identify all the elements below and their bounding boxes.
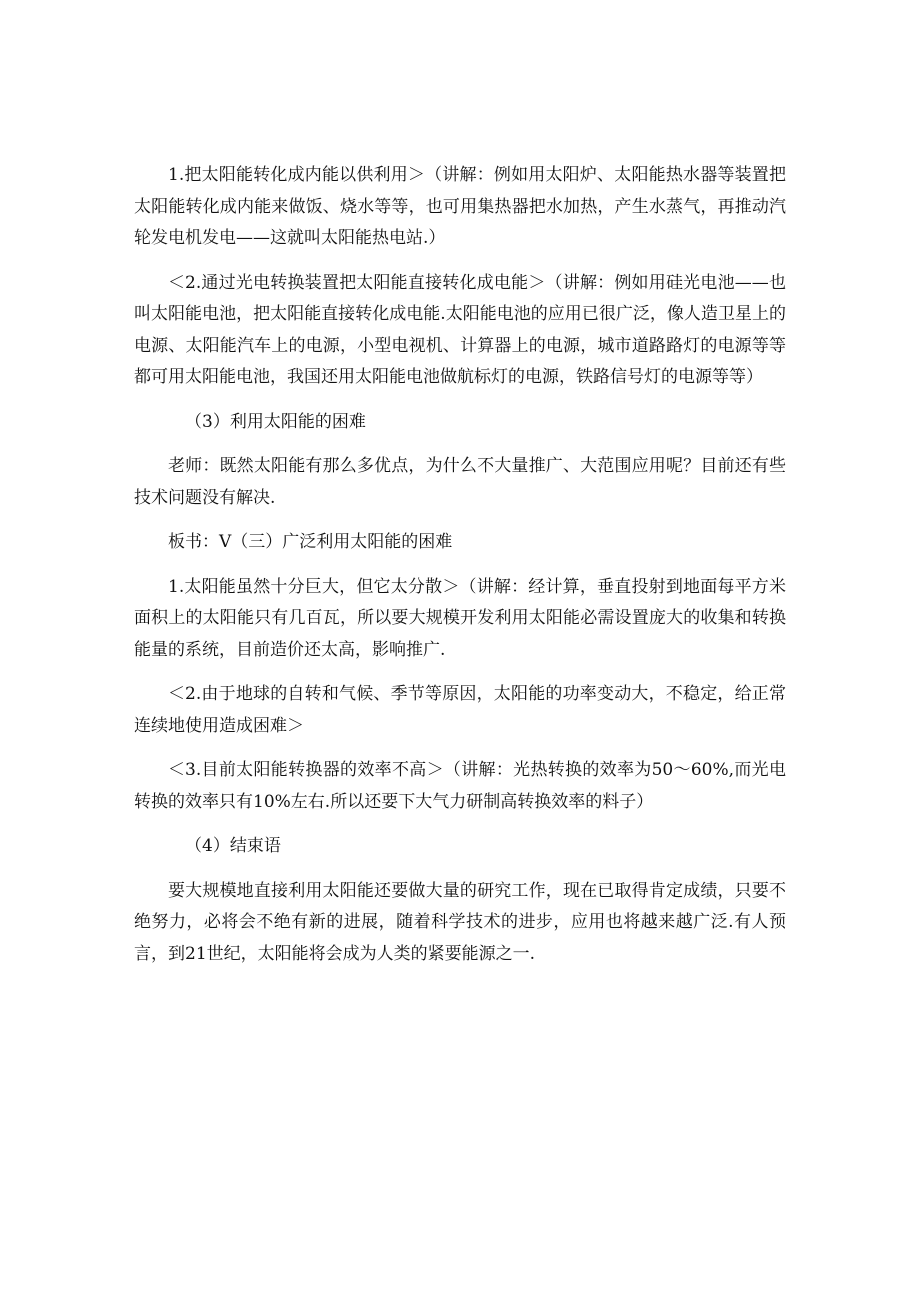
paragraph-photoelectric: ＜2.通过光电转换装置把太阳能直接转化成电能＞（讲解：例如用硅光电池——也叫太阳能电池，把太阳能直接转化成电能.太阳能电池的应用已很广泛，像人造卫星上的电源、太阳能汽车上的电源，小型电视机、计算器上的电源，城市道路路灯的电源等等都可用太阳能电池，我国还用太阳能电池做航标灯的电源，铁路信号灯的电源等等） <box>134 272 786 387</box>
section-heading-difficulties: （3）利用太阳能的困难 <box>185 411 366 432</box>
paragraph-difficulty-efficiency: ＜3.目前太阳能转换器的效率不高＞（讲解：光热转换的效率为50～60%,而光电转换的效率只有10%左右.所以还要下大气力研制高转换效率的料子） <box>134 760 786 812</box>
paragraph-solar-to-heat: 1.把太阳能转化成内能以供利用＞（讲解：例如用太阳炉、太阳能热水器等装置把太阳能转化成内能来做饭、烧水等等，也可用集热器把水加热，产生水蒸气，再推动汽轮发电机发电——这就叫太阳能热电站.） <box>134 165 786 248</box>
paragraph-blackboard-note: 板书：V（三）广泛利用太阳能的困难 <box>168 532 453 552</box>
paragraph-difficulty-dispersed: 1.太阳能虽然十分巨大，但它太分散＞（讲解：经计算，垂直投射到地面每平方米面积上的太阳能只有几百瓦，所以要大规模开发利用太阳能必需设置庞大的收集和转换能量的系统，目前造价还太高，影响推广. <box>134 576 786 660</box>
paragraph-difficulty-unstable: ＜2.由于地球的自转和气候、季节等原因，太阳能的功率变动大，不稳定，给正常连续地使用造成困难＞ <box>134 684 786 736</box>
document-body <box>134 160 786 983</box>
section-heading-conclusion: （4）结束语 <box>185 836 281 856</box>
paragraph-conclusion: 要大规模地直接利用太阳能还要做大量的研究工作，现在已取得肯定成绩，只要不绝努力，必将会不绝有新的进展，随着科学技术的进步，应用也将越来越广泛.有人预言，到21世纪，太阳能将会成为人类的紧要能源之一. <box>134 880 786 964</box>
paragraph-teacher-question: 老师：既然太阳能有那么多优点，为什么不大量推广、大范围应用呢？目前还有些技术问题没有解决. <box>134 456 786 508</box>
